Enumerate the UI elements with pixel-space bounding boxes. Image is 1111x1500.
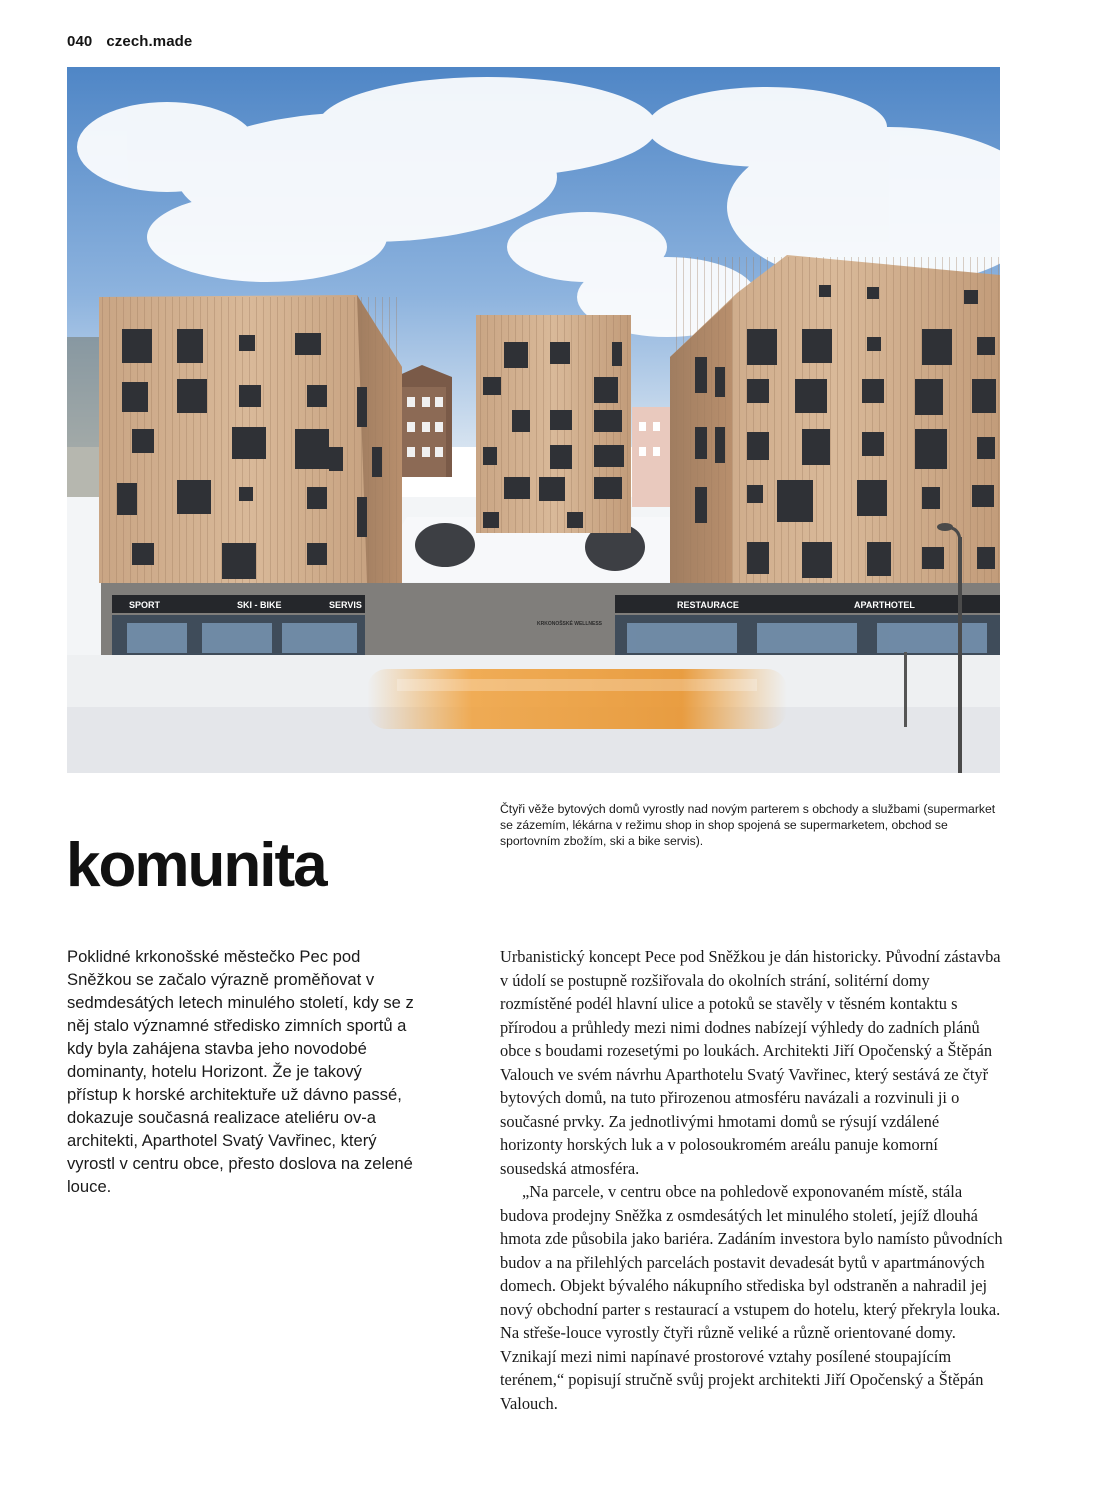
lead-paragraph: Poklidné krkonošské městečko Pec pod Sněžkou se začalo výrazně proměňovat v sedmdesátých letech minulého století, kdy se z něj stalo významné středisko zimních sportů a kdy byla zahájena stavba jeho novodobé dominanty, hotelu Horizont. Že je takový přístup k horské architektuře už dávno passé, dokazuje současná realizace ateliéru ov-a architekti, Aparthotel Svatý Vavřinec, který vyrostl v centru obce, přesto doslova na zelené louce.	[67, 947, 414, 1196]
sign-restaurace: RESTAURACE	[677, 600, 739, 610]
hero-photo	[67, 67, 1000, 773]
running-header	[67, 33, 192, 50]
sign-aparthotel: APARTHOTEL	[854, 600, 915, 610]
article-headline: komunita	[66, 831, 326, 900]
wellness-logo: KRKONOŠSKÉ WELLNESS	[537, 621, 603, 627]
background-house-pink	[632, 407, 672, 507]
blurred-bus	[367, 669, 787, 729]
sign-ski-bike: SKI - BIKE	[237, 600, 282, 610]
magazine-name: czech.made	[106, 33, 193, 50]
article-body	[500, 945, 1005, 1415]
body-paragraph-1: Urbanistický koncept Pece pod Sněžkou je dán historicky. Původní zástavba v údolí se postupně rozšiřovala do okolních strání, solitérní domy rozmístěné podél hlavní ulice a potoků se stavěly v těsném kontaktu s přírodou a průhledy mezi nimi dodnes nabízejí výhledy do zadních plánů obce s boudami rozesetými po loukách. Architekti Jiří Opočenský a Štěpán Valouch ve svém návrhu Aparthotelu Svatý Vavřinec, který sestává ze čtyř bytových domů, na tuto přirozenou atmosféru navázali a rozvinuli ji o současné prvky. Za jednotlivými hmotami domů se rýsují vzdálené horizonty horských luk a v polosoukromém areálu panuje komorní sousedská atmosféra.	[500, 947, 1001, 1178]
sign-sport: SPORT	[129, 600, 161, 610]
photo-caption: Čtyři věže bytových domů vyrostly nad novým parterem s obchody a službami (supermarket se zázemím, lékárna v režimu shop in shop spojená se supermarketem, obchod se sportovním zbožím, ski a bike servis).	[500, 802, 996, 848]
sign-servis: SERVIS	[329, 600, 362, 610]
background-chalet	[395, 365, 452, 477]
page-number: 040	[67, 33, 93, 50]
tower-right	[670, 255, 1000, 583]
body-paragraph-2: „Na parcele, v centru obce na pohledově exponovaném místě, stála budova prodejny Sněžka z osmdesátých let minulého století, jejíž dlouhá hmota zde působila jako bariéra. Zadáním investora bylo namísto původních budov a na přilehlých parcelách postavit devadesát bytů v apartmánových domech. Objekt bývalého nákupního střediska byl odstraněn a nahradil jej nový obchodní parter s restaurací a vstupem do hotelu, který překryla louka. Na střeše-louce vyrostly čtyři různě veliké a různě orientované domy. Vznikají mezi nimi napínavé prostorové vztahy posílené stoupajícím terénem,“ popisují stručně svůj projekt architekti Jiří Opočenský a Štěpán Valouch.	[500, 1182, 1003, 1413]
